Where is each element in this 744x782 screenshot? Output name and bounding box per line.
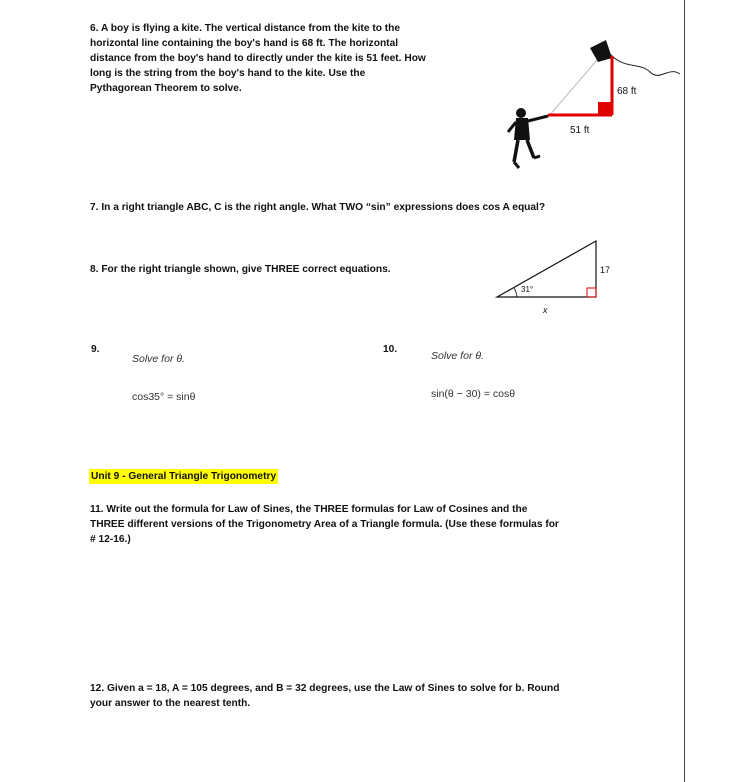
angle-arc [514, 288, 517, 297]
question-11-line: THREE different versions of the Trigonometry Area of a Triangle formula. (Use these formulas for [90, 519, 559, 530]
question-12-line: 12. Given a = 18, A = 105 degrees, and B = 32 degrees, use the Law of Sines to solve for b. Round [90, 683, 560, 694]
question-7-line: 7. In a right triangle ABC, C is the right angle. What TWO “sin” expressions does cos A equal? [90, 202, 546, 213]
question-6-line: horizontal line containing the boy's hand is 68 ft. The horizontal [90, 38, 399, 49]
vertical-distance-label: 68 ft [617, 86, 637, 97]
question-10-instruction: Solve for θ. [431, 350, 484, 362]
side-label: 17 [600, 265, 611, 275]
unit-9-heading [89, 469, 278, 484]
right-triangle [497, 241, 596, 297]
question-11-text [90, 502, 559, 547]
question-12-text [90, 681, 559, 711]
angle-label: 31° [521, 285, 534, 294]
question-11-line: # 12-16.) [90, 534, 131, 545]
question-9-equation: cos35° = sinθ [132, 391, 196, 403]
question-9-instruction: Solve for θ. [132, 353, 185, 365]
question-6-line: Pythagorean Theorem to solve. [90, 83, 242, 94]
question-11-line: 11. Write out the formula for Law of Sines, the THREE formulas for Law of Cosines and the [90, 504, 528, 515]
base-label: x [543, 305, 548, 315]
question-12-line: your answer to the nearest tenth. [90, 698, 251, 709]
right-angle-marker [587, 288, 596, 297]
question-6-line: distance from the boy's hand to directly under the kite is 51 feet. How [90, 53, 426, 64]
question-6-line: long is the string from the boy's hand to the kite. Use the [90, 68, 366, 79]
unit-9-heading-label: Unit 9 - General Triangle Trigonometry [91, 471, 277, 482]
question-9-number: 9. [91, 344, 100, 355]
question-6-line: 6. A boy is flying a kite. The vertical distance from the kite to the [90, 23, 401, 34]
horizontal-distance-label: 51 ft [570, 125, 590, 136]
question-8-line: 8. For the right triangle shown, give THREE correct equations. [90, 264, 391, 275]
question-10-equation: sin(θ − 30) = cosθ [431, 388, 516, 400]
question-10-number: 10. [383, 344, 398, 355]
